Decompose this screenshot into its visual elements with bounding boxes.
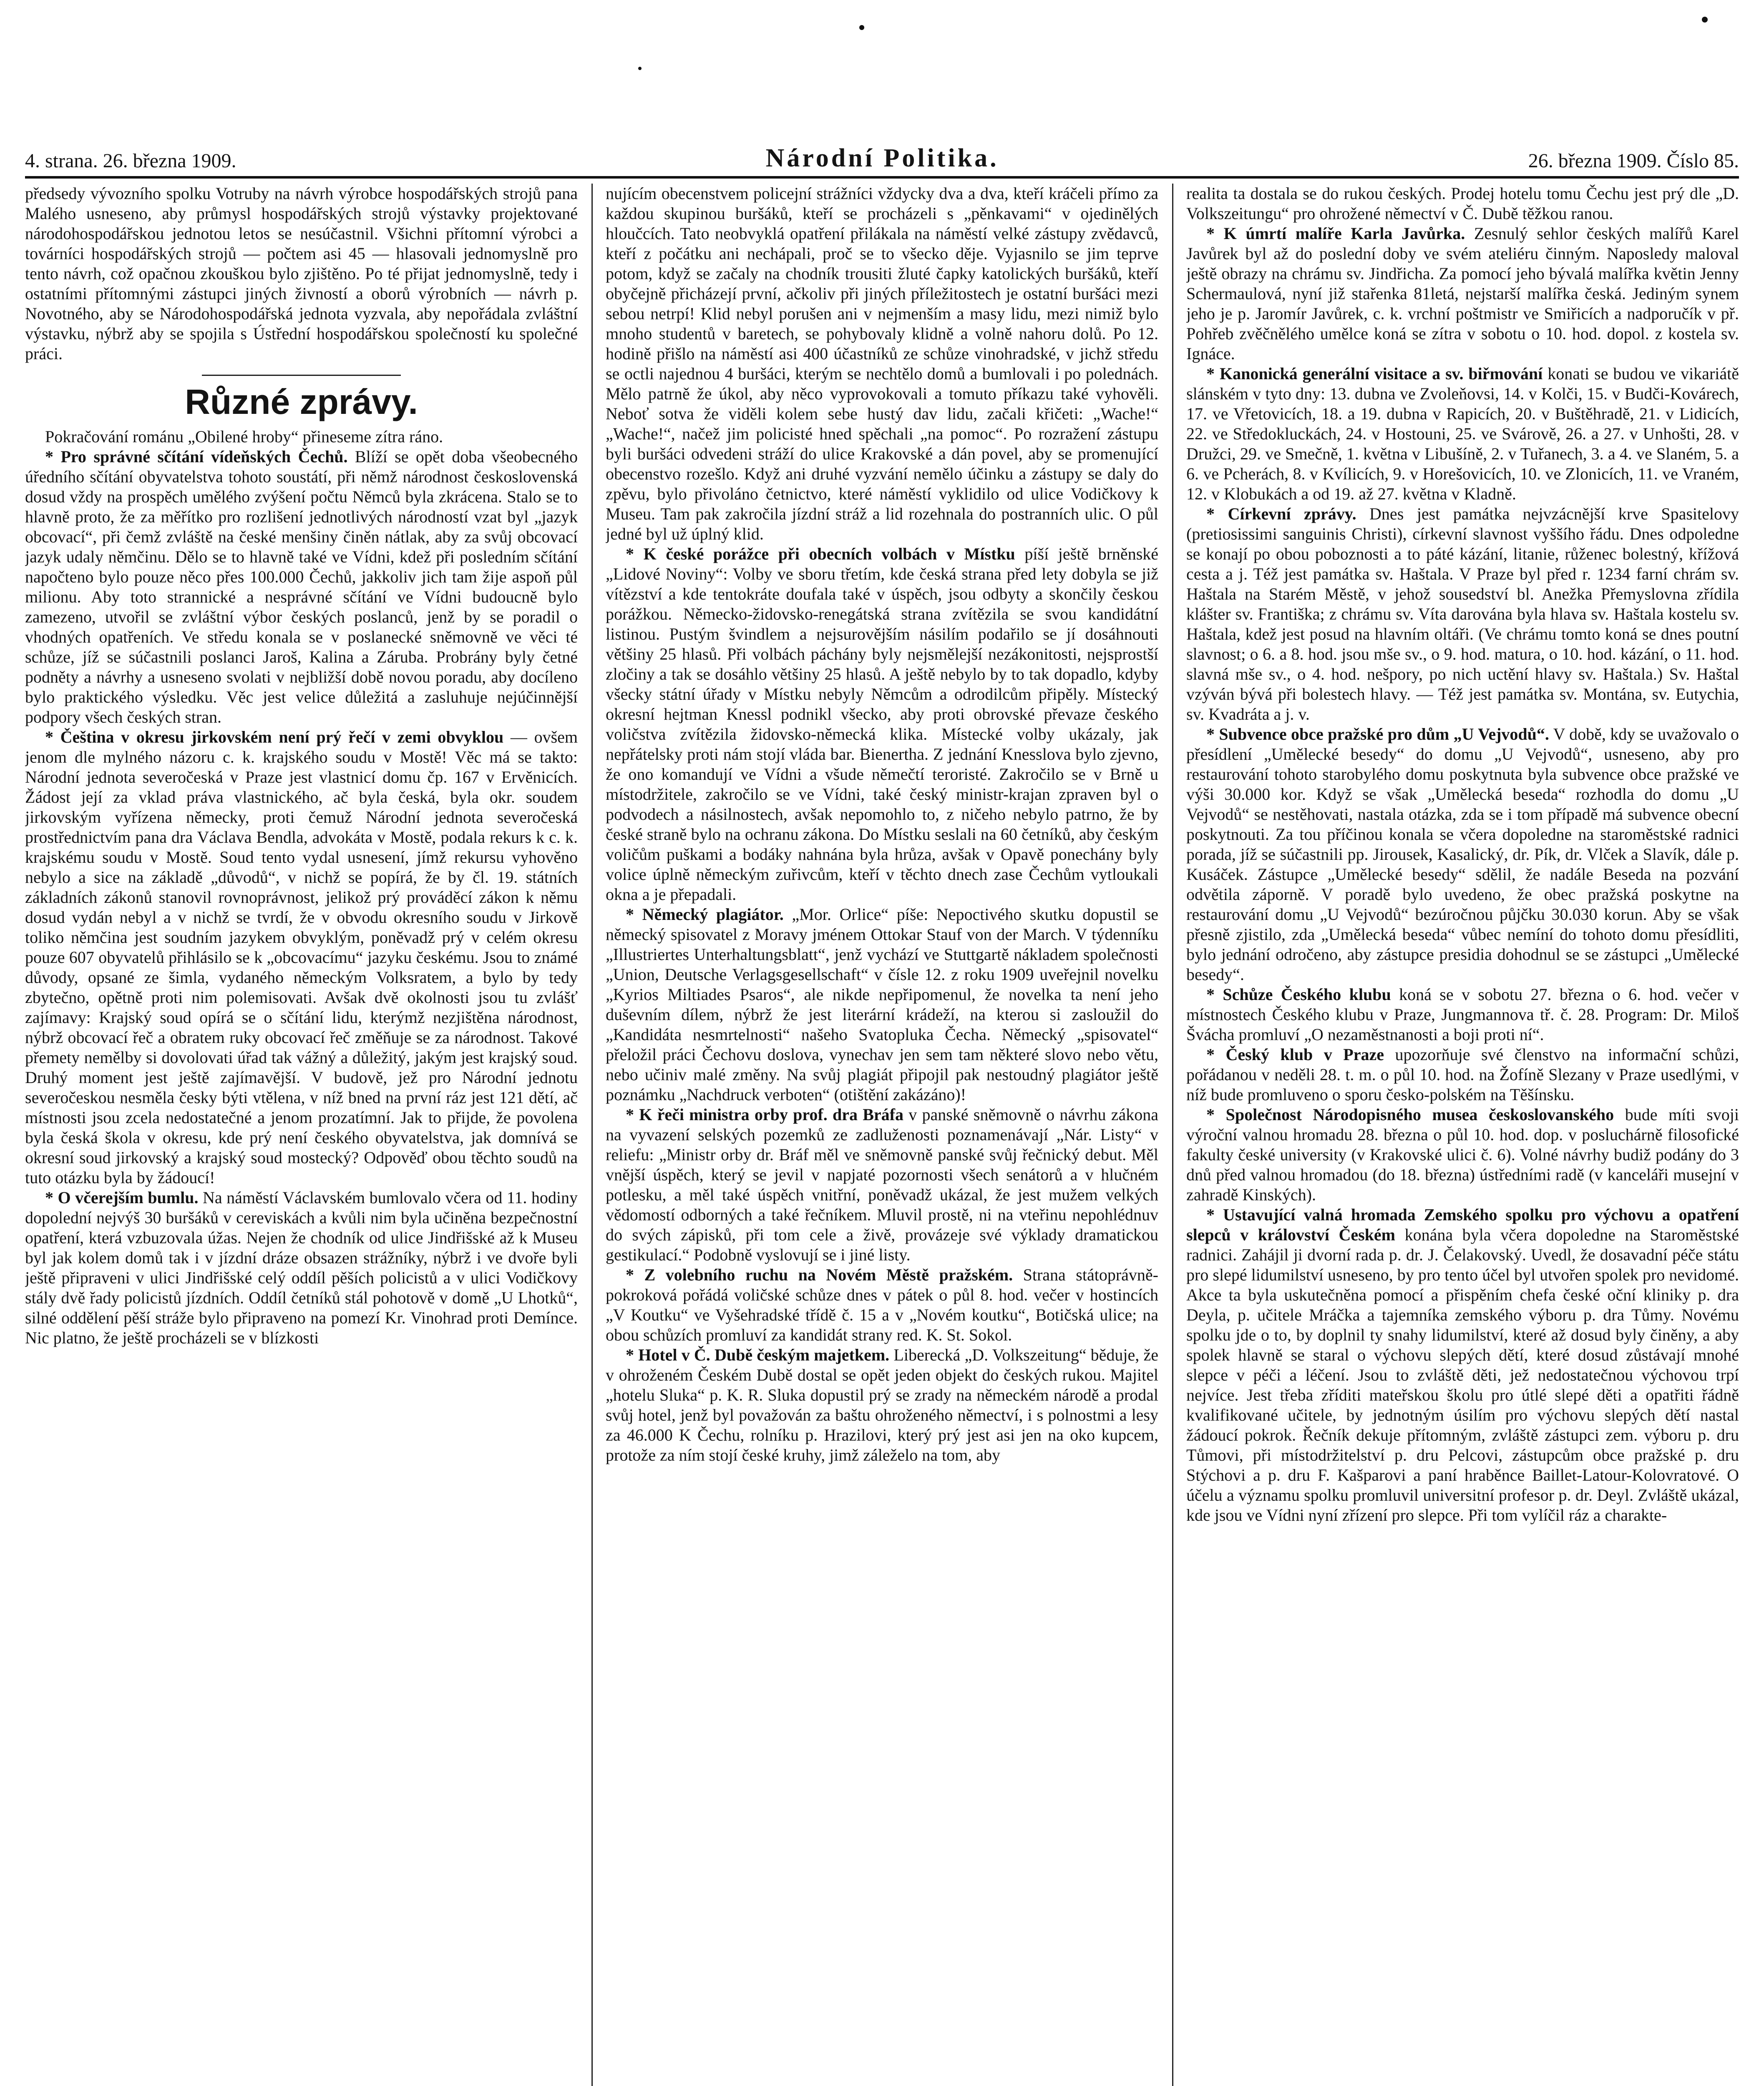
article-body: „Mor. Orlice“ píše: Nepoctivého skutku dopustil se německý spisovatel z Moravy jménem Ottokar Stauf von der March. V týdenníku „Illustriertes Unterhaltungsblatt“, jenž vychází ve Stuttgartě nákladem společnosti „Union, Deutsche Verlagsgesellschaft“ v čísle 12. z roku 1909 uveřejnil novelku „Kyrios Miltiades Psaros“, ale nikde nepřipomenul, že novelka ta není jeho duševním dílem, nýbrž že jest literární krádeží, na kterou si zasloužil do „Kandidáta nesmrtelnosti“ našeho Svatopluka Čecha. Německý „spisovatel“ přeložil práci Čechovu doslova, vynechav jen sem tam některé slovo nebo větu, nebo učiniv malé změny. Na svůj plagiát připojil pak nestoudný plagiátor ještě poznámku „Nachdruck verboten“ (otištění zakázáno)! [606,905,1158,1104]
article-paragraph [25,447,578,727]
scan-speck [1702,17,1708,23]
article-paragraph: předsedy vývozního spolku Votruby na návrh výrobce hospodářských strojů pana Malého usneseno, aby průmysl hospodářských strojů výstavky projektované národohospodářskou jednotou letos se nesúčastnil. Všichni přítomní výrobci a továrníci hospodářských strojů — počtem asi 45 — hlasovali jednomyslně pro tento návrh, což opačnou zkouškou bylo zjištěno. Po té přijat jednomyslně, tedy i ostatními přítomnými zástupci jiných živností a oborů výrobních — návrh p. Novotného, aby se Národohospodářská jednota vyzvala, aby nepořádala zvláštní výstavku, nýbrž aby se spojila s Ústřední hospodářskou společností ku společné práci. [25,184,578,363]
article-paragraph [1186,1205,1739,1525]
article-kicker: * Církevní zprávy. [1206,504,1356,523]
article-body: V době, kdy se uvažovalo o přesídlení „Umělecké besedy“ do domu „U Vejvodů“, usneseno, aby pro restaurování tohoto starobylého domu poskytnuta byla subvence obce pražské ve výši 30.000 kor. Když se však „Umělecká beseda“ rozhodla do domu „U Vejvodů“ se nestěhovati, nastala otázka, zda se i tom případě má subvence obecní poskytnouti. Za tou příčinou konala se včera dopoledne na staroměstské radnici porada, jíž se súčastnili pp. Jirousek, Kasalický, dr. Pík, dr. Vlček a Slavík, dále p. Kusáček. Zástupce „Umělecké besedy“ sdělil, že nadále Beseda na pozvání odvětila záporně. V poradě bylo uvedeno, že obec pražská poskytne na restaurování domu „U Vejvodů“ bezúročnou půjčku 30.030 korun. Aby se však přesně zjistilo, zda „Umělecká beseda“ vůbec nemíní do tohoto domu přesídliti, bylo jednání odročeno, aby zástupce presidia dohodnul se se zástupci „Umělecké besedy“. [1186,725,1739,984]
article-kicker: * Pro správné sčítání vídeňských Čechů. [45,447,348,466]
article-kicker: * Český klub v Praze [1206,1045,1384,1064]
header-page-date: 4. strana. 26. března 1909. [25,150,237,172]
article-body: Zesnulý sehlor českých malířů Karel Javůrek byl až do poslední doby ve svém ateliéru činným. Naposledy maloval ještě obrazy na chrámu sv. Jindřicha. Za pomocí jeho bývalá malířka květin Jenny Schermaulová, nyní již stařenka 81letá, nejstarší malířka česká. Jediným synem jeho je p. Jaromír Javůrek, c. k. vrchní poštmistr ve Smiřicích a nadporučík v př. Pohřeb zvěčnělého umělce koná se zítra v sobotu o 10. hod. dopol. z kostela sv. Ignáce. [1186,224,1739,363]
notice-text: Pokračování románu „Obilené hroby“ přineseme zítra ráno. [45,427,443,446]
article-kicker: * K české porážce při obecních volbách v Místku [626,544,1015,563]
article-kicker: * Schůze Českého klubu [1206,985,1391,1004]
header-date-issue: 26. března 1909. Číslo 85. [1528,150,1739,172]
section-heading: Různé zprávy. [185,382,418,421]
article-body: v panské sněmovně o návrhu zákona na vyvazení selských pozemků ze zadluženosti poznamenávají „Nár. Listy“ v reliefu: „Ministr orby dr. Bráf měl ve sněmovně panské svůj řečnický debut. Měl vnější úspěch, který se jevil v napjaté pozornosti všech senátorů a v hlučném potlesku, a měl také úspěch vnitřní, poněvadž ukázal, že jest mužem velkých vědomostí odborných a také řečníkem. Mluvil prostě, ni na vteřinu nepohlédnuv do svých zápisků, při tom cele a živě, provázeje své výklady dramatickou gestikulací.“ Podobně vyslovují se i jiné listy. [606,1105,1158,1264]
masthead-title: Národní Politika. [765,144,999,172]
article-paragraph [606,1265,1158,1345]
column-divider [591,184,593,2086]
article-body: konati se budou ve vikariátě slánském v tyto dny: 13. dubna ve Zvoleňovsi, 14. v Kolči, 15. v Budči-Kovárech, 17. ve Vřetovicích, 18. a 19. dubna v Rapicích, 20. v Buštěhradě, 21. v Lidicích, 22. ve Středokluckách, 24. v Hostouni, 25. ve Svárově, 26. a 27. v Unhošti, 28. v Družci, 29. ve Smečně, 1. května v Libušíně, 2. v Tuřanech, 3. a 4. ve Slaném, 5. a 6. ve Pcherách, 8. v Kvílicích, 9. v Horešovicích, 10. ve Zlonicích, 11. ve Vraném, 12. v Klobukách a od 19. až 27. května v Kladně. [1186,364,1739,503]
article-paragraph [1186,1045,1739,1105]
article-paragraph [1186,504,1739,724]
scan-speck [859,25,864,30]
article-kicker: * K řeči ministra orby prof. dra Bráfa [626,1105,903,1124]
article-body: Na náměstí Václavském bumlovalo včera od 11. hodiny dopolední nejvýš 30 buršáků v cereviskách a kvůli nim byla učiněna bezpečnostní opatření, která vzbuzovala úžas. Nejen že chodník od ulice Jindřišské až k Museu byl jak kolem domů tak i v jízdní dráze obsazen strážníky, nýbrž i ve dvoře byli ještě připraveni v ulici Jindřišské celý oddíl pěších policistů a v ulici Vodičkovy stály dvě řady policistů jízdních. Oddíl četníků stál pohotově v domě „U Lhotků“, silné oddělení pěší stráže bylo připraveno na pomezí Kr. Vinohrad proti Demínce. Nic platno, že ještě procházeli se v blízkosti [25,1188,578,1347]
article-kicker: * Společnost Národopisného musea českoslovanského [1206,1105,1614,1124]
article-paragraph [1186,985,1739,1045]
article-paragraph [1186,364,1739,504]
article-kicker: * Hotel v Č. Dubě českým majetkem. [626,1345,890,1364]
article-paragraph: realita ta dostala se do rukou českých. Prodej hotelu tomu Čechu jest prý dle „D. Volkszeitungu“ pro ohrožené němectví v Č. Dubě těžkou ranou. [1186,184,1739,223]
article-body: — ovšem jenom dle mylného názoru c. k. krajského soudu v Mostě! Věc má se takto: Národní jednota severočeská v Praze jest vlastnicí domu čp. 167 v Ervěnicích. Žádost její za vklad práva vlastnického, ač byla česká, byla okr. soudem jirkovským vyřízena německy, proti čemuž Národní jednota severočeská prostřednictvím pana dra Václava Bendla, advokáta v Mostě, podala rekurs k c. k. krajskému soudu v Mostě. Soud tento vydal usnesení, jímž rekursu vyhověno nebylo a sice na základě „důvodů“, v nichž se popírá, že by čl. 19. státních základních zákonů stanovil rovnoprávnost, jelikož prý prováděcí zákon k němu dosud vydán nebyl a v nichž se tvrdí, že v obvodu okresního soudu v Jirkově toliko němčina jest soudním jazykem obvyklým, poněvadž prý v celém okresu pouze 607 obyvatelů přihlásilo se k „obcovacímu“ jazyku českému. Jsou to známé důvody, opsané ze šimla, vydaného německým Volksratem, a bylo by tedy zbytečno, opětně proti nim polemisovati. Avšak dvě okolnosti jsou tu zvlášť zajímavy: Krajský soud opírá se o sčítání lidu, kterýmž nezjištěna národnost, nýbrž obcovací řeč a obratem ruky obcovací řeč změňuje se za národnost. Takové přemety nemělby si dovolovati úřad tak vážný a důležitý, jakým jest krajský soud. Druhý moment jest ještě zajímavější. V budově, jež pro Národní jednotu severočeskou nesměla česky býti vtělena, v níž bned na první ráz jest 121 dětí, ač místnosti jsou zcela nedostatečné a jenom prozatímní. Jak to přijde, že povolena byla česká škola v okresu, kde prý není českého obyvatelstva, jak domnívá se okresní soud jirkovský a krajský soud mostecký? Odpověď obou těchto soudů na tuto otázku byla by žádoucí! [25,728,578,1187]
article-body: Liberecká „D. Volkszeitung“ běduje, že v ohroženém Českém Dubě dostal se opět jeden objekt do českých rukou. Majitel „hotelu Sluka“ p. K. R. Sluka dopustil prý se zrady na německém národě a prodal svůj hotel, jenž byl považován za baštu ohroženého němectví, i s polnostmi a lesy za 46.000 K Čechu, rolníku p. Hrazilovi, který prý jest asi jen na oko kupcem, protože za ním stojí české kruhy, jimž záleželo na tom, aby [606,1345,1158,1464]
article-body: bude míti svoji výroční valnou hromadu 28. března o půl 10. hod. dop. v posluchárně filosofické fakulty české university (v Krakovské ulici č. 6). Volné návrhy budiž podány do 3 dnů před valnou hromadou (do 18. března) ústředními radě (v kanceláři musejní v zahradě Kinských). [1186,1105,1739,1204]
column-3 [1186,184,1739,2086]
article-body: píší ještě brněnské „Lidové Noviny“: Volby ve sboru třetím, kde česká strana před lety dobyla se již vítězství a kde tentokráte doufala také v úspěch, jsou odbyty a skončily českou porážkou. Německo-židovsko-renegátská strana zvítězila se svou kandidátní listinou. Pustým švindlem a nejsurovějším násilím podařilo se jí dosáhnouti většiny 25 hlasů. Při volbách páchány byly nejsmělejší nezákonitosti, nejsprostší zločiny a tak se dosáhlo většiny 25 hlasů. A ještě nebylo by to tak dopadlo, kdyby všecky státní úřady v Místku nebyly Němcům a odrodilcům připěly. Místecký okresní hejtman Knessl podnikl všecko, aby proti obrovské převaze českého voličstva zvítězila židovsko-německá klika. Místecké volby ukázaly, jak nepřátelsky proti nám stojí vláda bar. Bienertha. Z jednání Knesslova bylo zjevno, že ono komandují ve Vídni a všude němečtí teroristé. Zakročilo se v Brně u místodržitele, zakročilo se ve Vídni, také český ministr-krajan zpraven byl o podvodech a násilnostech, avšak nepomohlo to, z ničeho nebylo patrno, že by české straně bylo na ochranu zákona. Do Místku seslali na 60 četníků, aby českým voličům puškami a bodáky nahnána byla hrůza, avšak v Opavě ponechány byly volice úplně německým zuřivcům, kteří v těchto dnech zase Čechům vytloukali okna a je přepadali. [606,544,1158,904]
article-kicker: * Ustavující valná hromada Zemského spolku pro výchovu a opatření slepců v království Českém [1186,1205,1739,1244]
article-paragraph [25,427,578,447]
article-paragraph [1186,1105,1739,1205]
article-paragraph: nujícím obecenstvem policejní strážníci vždycky dva a dva, kteří kráčeli přímo za každou skupinou buršáků, kteří se procházeli s „pěnkavami“ v ojedinělých hloučcích. Tato neobvyklá opatření přilákala na náměstí velké zástupy zvědavců, kteří z počátku ani nechápali, proč se to všecko děje. Vyjasnilo se jim teprve potom, když se začaly na chodník trousiti žluté čapky katolických buršáků, kteří obyčejně přicházejí první, ačkoliv při jiných příležitostech je ostatní buršáci mezi sebou netrpí! Klid nebyl porušen ani v nejmenším a masy lidu, mezi nimiž bylo mnoho studentů v baretech, se pohybovaly klidně a volně nahoru dolů. Po 12. hodině přišlo na náměstí asi 400 účastníků ze schůze vinohradské, v jichž středu se octli najednou 4 buršáci, kterým se nechtělo domů a bumlovali i po polednách. Mělo patrně že úkol, aby něco vyprovokovali a tomuto příkazu také vyhověli. Neboť sotva že viděli kolem sebe hustý dav lidu, začali křičeti: „Wache!“ „Wache!“, načež jim policisté hned spěchali „na pomoc“. Po rozražení zástupu byli buršáci odvedeni stráží do ulice Krakovské a dán povel, aby se promenující obecenstvo rozešlo. Když ani druhé vyzvání nemělo účinku a zástupy se daly do zpěvu, bylo přivoláno četnictvo, které náměstí vyklidilo od ulice Vodičkovy k Museu. Tam pak zakročila jízdní stráž a lid rozehnala do postranních ulic. O půl jedné byl už úplný klid. [606,184,1158,543]
article-kicker: * Německý plagiátor. [626,905,784,924]
column-divider [1172,184,1173,2086]
article-kicker: * Kanonická generální visitace a sv. biřmování [1206,364,1543,383]
article-kicker: * Subvence obce pražské pro dům „U Vejvodů“. [1206,725,1549,743]
section-divider [202,375,401,376]
article-paragraph [606,1105,1158,1265]
article-kicker: * O včerejším bumlu. [45,1188,199,1207]
article-paragraph [606,544,1158,904]
article-kicker: * Z volebního ruchu na Novém Městě pražském. [626,1265,1013,1284]
scan-speck [638,67,642,70]
article-paragraph [1186,724,1739,985]
article-paragraph [606,1345,1158,1465]
column-2 [606,184,1158,2086]
article-body: Strana státoprávně-pokroková pořádá voličské schůze dnes v pátek o půl 8. hod. večer v hostincích „V Koutku“ ve Vyšehradské třídě č. 15 a v „Novém koutku“, Botičská ulice; na obou schůzích promluví za kandidát strany red. K. St. Sokol. [606,1265,1158,1344]
article-kicker: * Čeština v okresu jirkovském není prý řečí v zemi obvyklou [45,728,504,746]
article-paragraph [606,904,1158,1105]
article-body: koná se v sobotu 27. března o 6. hod. večer v místnostech Českého klubu v Praze, Jungmannova tř. č. 28. Program: Dr. Miloš Švácha promluví „O nezaměstnanosti a boji proti ní“. [1186,985,1739,1044]
article-paragraph [25,1188,578,1348]
article-body: Dnes jest památka nejvzácnější krve Spasitelovy (pretiosissimi sanguinis Christi), církevní slavnost vyššího řádu. Dnes odpoledne se konají po obou poboznosti a to páté kázání, litanie, růženec bolestný, křížová cesta a j. Též jest památka sv. Haštala. V Praze byl před r. 1234 farní chrám sv. Haštala na Starém Městě, v jehož sousedství bl. Anežka Přemyslovna zřídila klášter sv. Františka; z chrámu sv. Víta darována byla hlava sv. Haštala kostelu sv. Haštala, kdež jest posud na hlavním oltáři. (Ve chrámu tomto koná se dnes poutní slavnost; o 6. a 8. hod. jsou mše sv., o 9. hod. matura, o 10. hod. kázání, o 11. hod. slavná mše sv., o 4. hod. nešpory, po nich uctění hlavy sv. Haštala.) Sv. Haštal vzýván bývá při bolestech hlavy. — Též jest památka sv. Montána, sv. Eutychia, sv. Kvadráta a j. v. [1186,504,1739,723]
article-body: konána byla včera dopoledne na Staroměstské radnici. Zahájil ji dvorní rada p. dr. J. Čelakovský. Uvedl, že dosavadní péče státu pro slepé lidumilství usneseno, by pro tento účel byl utvořen spolek pro nevidomé. Akce ta byla uskutečněna pomocí a přispěním chefa české oční kliniky p. dra Deyla, p. učitele Mráčka a tajemníka zemského výboru p. dra Tůmy. Novému spolku jde o to, by doplnil ty snahy lidumilství, které až dosud byly činěny, a aby spolek hlavně se staral o výchovu slepých dětí, které dosud zůstávají mnohé slepce v péči a léčení. Jsou to zvláště děti, jež nedostatečnou výchovou trpí nejvíce. Jest třeba zříditi mateřskou školu pro útlé slepé děti a opatřiti řádně kvalifikované učitele, by jednotným úsilím pro výchovu slepých dětí nastal žádoucí pokrok. Řečník dekuje přítomným, zvláště zástupci zem. výboru p. dru Tůmovi, při místodržitelství p. dru Pelcovi, zástupcům obce pražské p. dru Stýchovi a p. dru F. Kašparovi a paní hraběnce Baillet-Latour-Kolovratové. O účelu a významu spolku promluvil universitní profesor p. dr. Deyl. Zvláště ukázal, kde jsou ve Vídni nyní zřízení pro slepce. Při tom vylíčil ráz a charakte- [1186,1225,1739,1524]
page-header [25,134,1739,171]
header-rule [25,176,1739,179]
article-body: upozorňuje své členstvo na informační schůzi, pořádanou v neděli 28. t. m. o půl 10. hod. na Žofíně Slezany v Praze usedlými, v níž bude promluveno o sporu česko-polském na Těšínsku. [1186,1045,1739,1104]
column-1 [25,184,578,2086]
article-paragraph [25,727,578,1188]
article-body: Blíží se opět doba všeobecného úředního sčítání obyvatelstva tohoto soustátí, při němž národnost československá dosud vždy na prospěch umělého zvýšení počtu Němců byla zkrácena. Stalo se to hlavně proto, že za měřítko pro rozlišení jednotlivých národností vzat byl „jazyk obcovací“, při čemž zvláště na české menšiny činěn nátlak, aby za svůj obcovací jazyk udaly němčinu. Dělo se to hlavně také ve Vídni, kdež při posledním sčítání napočteno bylo pouze něco přes 100.000 Čechů, jakkoliv jich tam žije aspoň půl milionu. Aby toto strannické a nesprávné sčítání ve Vídni budoucně bylo zamezeno, utvořil se zvláštní výbor českých poslanců, jenž by se poradil o vhodných opatřeních. Ve středu konala se v poslanecké sněmovně ve věci té schůze, jíž se súčastnili poslanci Jaroš, Kalina a Záruba. Probrány byly četné podněty a návrhy a usneseno svolati v nejbližší době novou poradu, aby docíleno bylo praktického výsledku. Věc jest velice důležitá a zasluhuje nejúčinnější podpory všech českých stran. [25,447,578,726]
article-paragraph [1186,224,1739,364]
article-kicker: * K úmrtí malíře Karla Javůrka. [1206,224,1465,243]
